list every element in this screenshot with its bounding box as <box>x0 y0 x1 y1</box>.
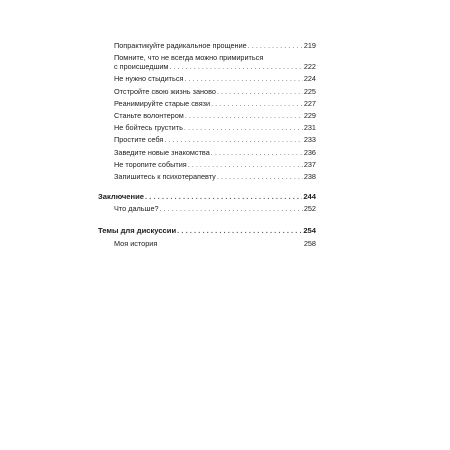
toc-entry <box>98 148 316 157</box>
toc-entry-title: Не бойтесь грустить <box>114 123 183 133</box>
dot-leader <box>177 226 302 235</box>
section-gap <box>98 184 316 192</box>
dot-leader <box>211 99 303 108</box>
dot-leader <box>211 148 303 157</box>
dot-leader <box>145 192 302 201</box>
toc-entry <box>98 74 316 83</box>
toc-chapter-conclusion <box>98 192 316 201</box>
toc-chapter-title: Заключение <box>98 192 145 202</box>
toc-entry-page: 238 <box>303 171 316 181</box>
toc-entry-page: 231 <box>303 123 316 133</box>
toc-entry-page: 227 <box>303 98 316 108</box>
toc-entry <box>98 99 316 108</box>
toc-entry-page: 222 <box>303 62 316 72</box>
toc-entry-title: Простите себя <box>114 135 164 145</box>
toc-entry <box>98 204 316 213</box>
dot-leader <box>184 123 303 132</box>
toc-entry-title: Моя история <box>114 238 158 248</box>
dot-leader <box>248 41 303 50</box>
dot-leader <box>164 135 302 144</box>
toc-entry-page: 219 <box>303 41 316 50</box>
toc-chapter-page: 254 <box>303 226 316 236</box>
toc-chapter-page: 244 <box>303 192 316 202</box>
toc-entry <box>98 239 316 248</box>
toc-entry-title: Что дальше? <box>114 204 159 214</box>
toc-entry <box>98 135 316 144</box>
toc-chapter-title: Темы для дискуссии <box>98 226 177 236</box>
toc-entry-title: Станьте волонтером <box>114 110 184 120</box>
toc-entry-page: 229 <box>303 110 316 120</box>
toc-entry-page: 224 <box>303 74 316 84</box>
toc-entry-title: Запишитесь к психотерапевту <box>114 171 216 181</box>
table-of-contents <box>98 41 316 251</box>
toc-entry-page: 252 <box>303 204 316 214</box>
toc-entry-page: 225 <box>303 86 316 96</box>
toc-chapter-discussion <box>98 226 316 235</box>
toc-entry <box>98 53 316 71</box>
toc-entry <box>98 111 316 120</box>
toc-entry-title: Отстройте свою жизнь заново <box>114 86 216 96</box>
dot-leader <box>185 111 303 120</box>
toc-entry-title: Попрактикуйте радикальное прощение <box>114 41 247 50</box>
dot-leader <box>169 62 302 71</box>
toc-entry <box>98 172 316 181</box>
toc-entry-title: Реанимируйте старые связи <box>114 98 211 108</box>
toc-entry-title: Не торопите события <box>114 159 187 169</box>
dot-leader <box>184 74 302 83</box>
toc-entry <box>98 41 316 50</box>
toc-entry <box>98 160 316 169</box>
toc-entry-title: с происшедшим <box>114 62 169 72</box>
dot-leader <box>217 172 303 181</box>
toc-entry-title-line1: Помните, что не всегда можно примириться <box>114 53 264 63</box>
dot-leader <box>160 204 303 213</box>
toc-entry <box>98 87 316 96</box>
toc-entry-page: 258 <box>303 238 316 248</box>
toc-entry-page: 236 <box>303 147 316 157</box>
toc-entry-page: 237 <box>303 159 316 169</box>
toc-entry-page: 233 <box>303 135 316 145</box>
toc-entry-title: Не нужно стыдиться <box>114 74 184 84</box>
section-gap <box>98 216 316 226</box>
dot-leader <box>188 160 303 169</box>
dot-leader <box>217 87 303 96</box>
toc-entry <box>98 123 316 132</box>
toc-entry-title: Заведите новые знакомства <box>114 147 210 157</box>
